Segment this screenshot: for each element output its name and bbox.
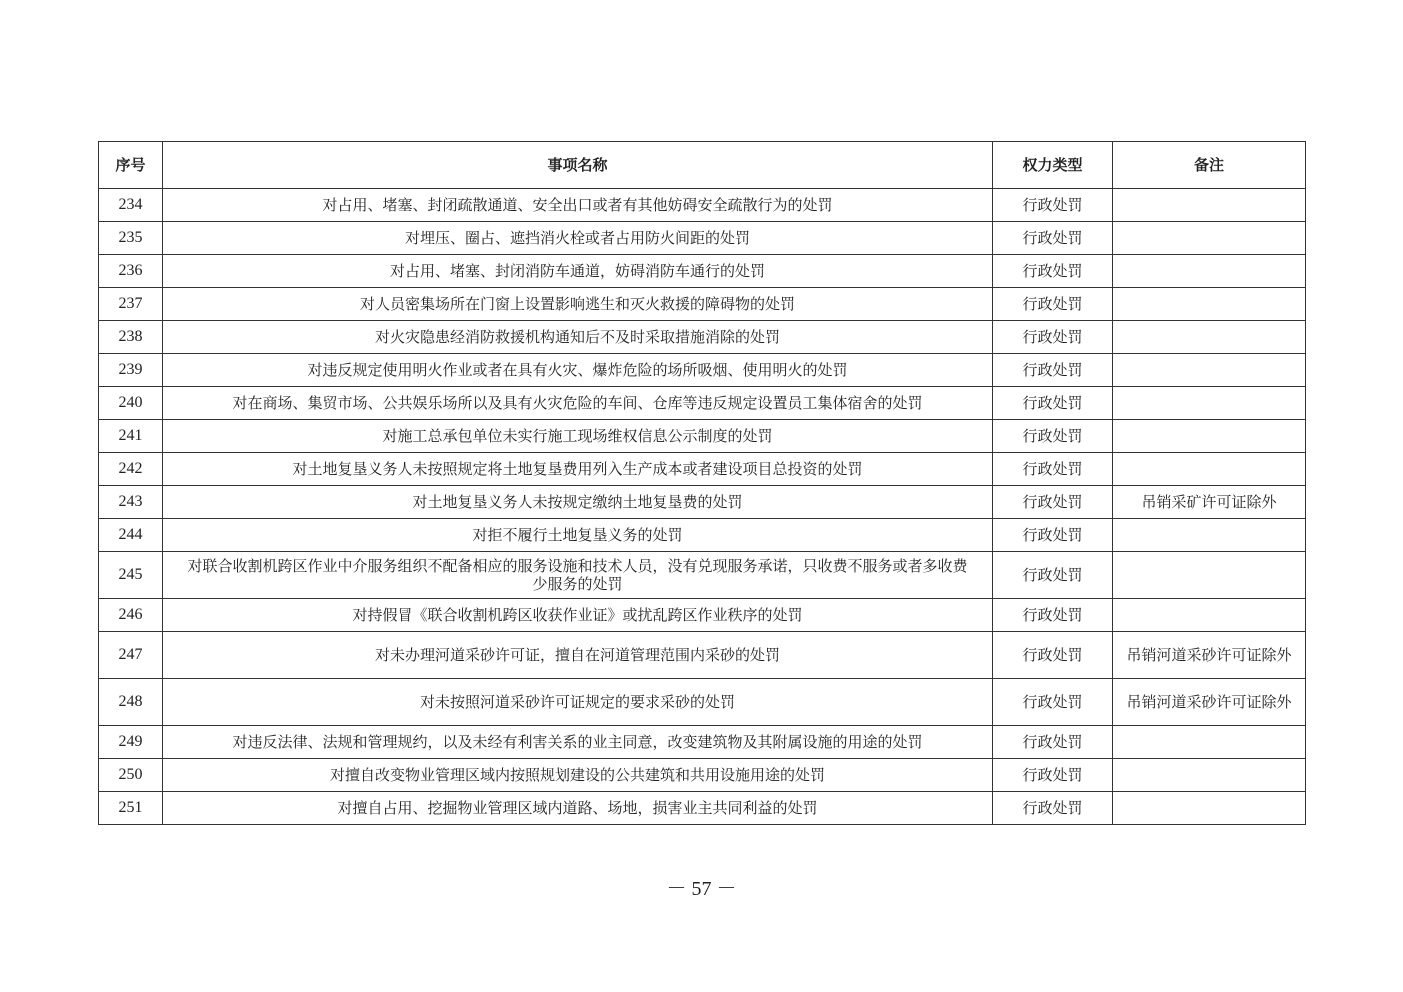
row-power-type: 行政处罚 xyxy=(993,420,1113,453)
row-serial-number: 237 xyxy=(99,288,163,321)
row-power-type: 行政处罚 xyxy=(993,255,1113,288)
row-power-type: 行政处罚 xyxy=(993,354,1113,387)
row-item-name: 对未按照河道采砂许可证规定的要求采砂的处罚 xyxy=(163,679,993,726)
row-power-type: 行政处罚 xyxy=(993,486,1113,519)
row-power-type: 行政处罚 xyxy=(993,189,1113,222)
row-power-type: 行政处罚 xyxy=(993,453,1113,486)
row-item-name: 对施工总承包单位未实行施工现场维权信息公示制度的处罚 xyxy=(163,420,993,453)
row-serial-number: 239 xyxy=(99,354,163,387)
row-serial-number: 241 xyxy=(99,420,163,453)
row-item-name: 对持假冒《联合收割机跨区收获作业证》或扰乱跨区作业秩序的处罚 xyxy=(163,599,993,632)
table-header-row xyxy=(99,142,1306,189)
row-serial-number: 235 xyxy=(99,222,163,255)
row-remarks xyxy=(1113,354,1306,387)
table-row xyxy=(99,222,1306,255)
row-power-type: 行政处罚 xyxy=(993,792,1113,825)
header-remarks: 备注 xyxy=(1113,142,1306,189)
row-power-type: 行政处罚 xyxy=(993,679,1113,726)
row-item-name: 对土地复垦义务人未按规定缴纳土地复垦费的处罚 xyxy=(163,486,993,519)
row-serial-number: 251 xyxy=(99,792,163,825)
table-row xyxy=(99,189,1306,222)
row-power-type: 行政处罚 xyxy=(993,288,1113,321)
row-item-name: 对违反规定使用明火作业或者在具有火灾、爆炸危险的场所吸烟、使用明火的处罚 xyxy=(163,354,993,387)
row-serial-number: 250 xyxy=(99,759,163,792)
row-power-type: 行政处罚 xyxy=(993,599,1113,632)
row-item-name: 对擅自占用、挖掘物业管理区域内道路、场地，损害业主共同利益的处罚 xyxy=(163,792,993,825)
row-remarks xyxy=(1113,321,1306,354)
row-remarks xyxy=(1113,453,1306,486)
document-table xyxy=(98,141,1306,825)
row-serial-number: 249 xyxy=(99,726,163,759)
row-remarks xyxy=(1113,222,1306,255)
row-remarks xyxy=(1113,255,1306,288)
row-power-type: 行政处罚 xyxy=(993,632,1113,679)
table-row xyxy=(99,420,1306,453)
row-remarks: 吊销河道采砂许可证除外 xyxy=(1113,679,1306,726)
header-power-type: 权力类型 xyxy=(993,142,1113,189)
row-remarks xyxy=(1113,519,1306,552)
row-serial-number: 243 xyxy=(99,486,163,519)
table-row xyxy=(99,354,1306,387)
row-item-name: 对违反法律、法规和管理规约，以及未经有利害关系的业主同意，改变建筑物及其附属设施的用途的处罚 xyxy=(163,726,993,759)
table-row xyxy=(99,759,1306,792)
row-remarks xyxy=(1113,420,1306,453)
page-number: － 57 － xyxy=(666,878,737,900)
row-power-type: 行政处罚 xyxy=(993,759,1113,792)
row-remarks xyxy=(1113,288,1306,321)
table-row xyxy=(99,519,1306,552)
row-item-name: 对人员密集场所在门窗上设置影响逃生和灭火救援的障碍物的处罚 xyxy=(163,288,993,321)
row-remarks xyxy=(1113,552,1306,599)
row-remarks xyxy=(1113,189,1306,222)
row-serial-number: 244 xyxy=(99,519,163,552)
row-remarks xyxy=(1113,387,1306,420)
table-row xyxy=(99,321,1306,354)
header-item-name: 事项名称 xyxy=(163,142,993,189)
row-item-name: 对拒不履行土地复垦义务的处罚 xyxy=(163,519,993,552)
table-row xyxy=(99,288,1306,321)
row-serial-number: 247 xyxy=(99,632,163,679)
row-item-name: 对占用、堵塞、封闭疏散通道、安全出口或者有其他妨碍安全疏散行为的处罚 xyxy=(163,189,993,222)
table-row xyxy=(99,255,1306,288)
row-remarks xyxy=(1113,792,1306,825)
row-remarks xyxy=(1113,726,1306,759)
row-item-name: 对占用、堵塞、封闭消防车通道，妨碍消防车通行的处罚 xyxy=(163,255,993,288)
row-serial-number: 234 xyxy=(99,189,163,222)
row-serial-number: 246 xyxy=(99,599,163,632)
row-item-name: 对擅自改变物业管理区域内按照规划建设的公共建筑和共用设施用途的处罚 xyxy=(163,759,993,792)
row-remarks: 吊销河道采砂许可证除外 xyxy=(1113,632,1306,679)
row-item-name: 对火灾隐患经消防救援机构通知后不及时采取措施消除的处罚 xyxy=(163,321,993,354)
row-remarks xyxy=(1113,759,1306,792)
row-power-type: 行政处罚 xyxy=(993,387,1113,420)
row-serial-number: 238 xyxy=(99,321,163,354)
row-remarks xyxy=(1113,599,1306,632)
table-row xyxy=(99,679,1306,726)
row-power-type: 行政处罚 xyxy=(993,726,1113,759)
table-row xyxy=(99,792,1306,825)
table-row xyxy=(99,599,1306,632)
row-item-name: 对埋压、圈占、遮挡消火栓或者占用防火间距的处罚 xyxy=(163,222,993,255)
row-item-name: 对土地复垦义务人未按照规定将土地复垦费用列入生产成本或者建设项目总投资的处罚 xyxy=(163,453,993,486)
table-row xyxy=(99,726,1306,759)
row-serial-number: 236 xyxy=(99,255,163,288)
row-item-name: 对在商场、集贸市场、公共娱乐场所以及具有火灾危险的车间、仓库等违反规定设置员工集体宿舍的处罚 xyxy=(163,387,993,420)
row-serial-number: 240 xyxy=(99,387,163,420)
row-power-type: 行政处罚 xyxy=(993,222,1113,255)
row-power-type: 行政处罚 xyxy=(993,552,1113,599)
row-serial-number: 245 xyxy=(99,552,163,599)
header-serial-number: 序号 xyxy=(99,142,163,189)
row-item-name: 对联合收割机跨区作业中介服务组织不配备相应的服务设施和技术人员，没有兑现服务承诺，只收费不服务或者多收费少服务的处罚 xyxy=(163,552,993,599)
row-power-type: 行政处罚 xyxy=(993,519,1113,552)
table-row xyxy=(99,387,1306,420)
row-item-name: 对未办理河道采砂许可证，擅自在河道管理范围内采砂的处罚 xyxy=(163,632,993,679)
row-serial-number: 242 xyxy=(99,453,163,486)
table-row xyxy=(99,632,1306,679)
row-serial-number: 248 xyxy=(99,679,163,726)
row-remarks: 吊销采矿许可证除外 xyxy=(1113,486,1306,519)
row-power-type: 行政处罚 xyxy=(993,321,1113,354)
table-row xyxy=(99,486,1306,519)
table-row xyxy=(99,552,1306,599)
table-row xyxy=(99,453,1306,486)
